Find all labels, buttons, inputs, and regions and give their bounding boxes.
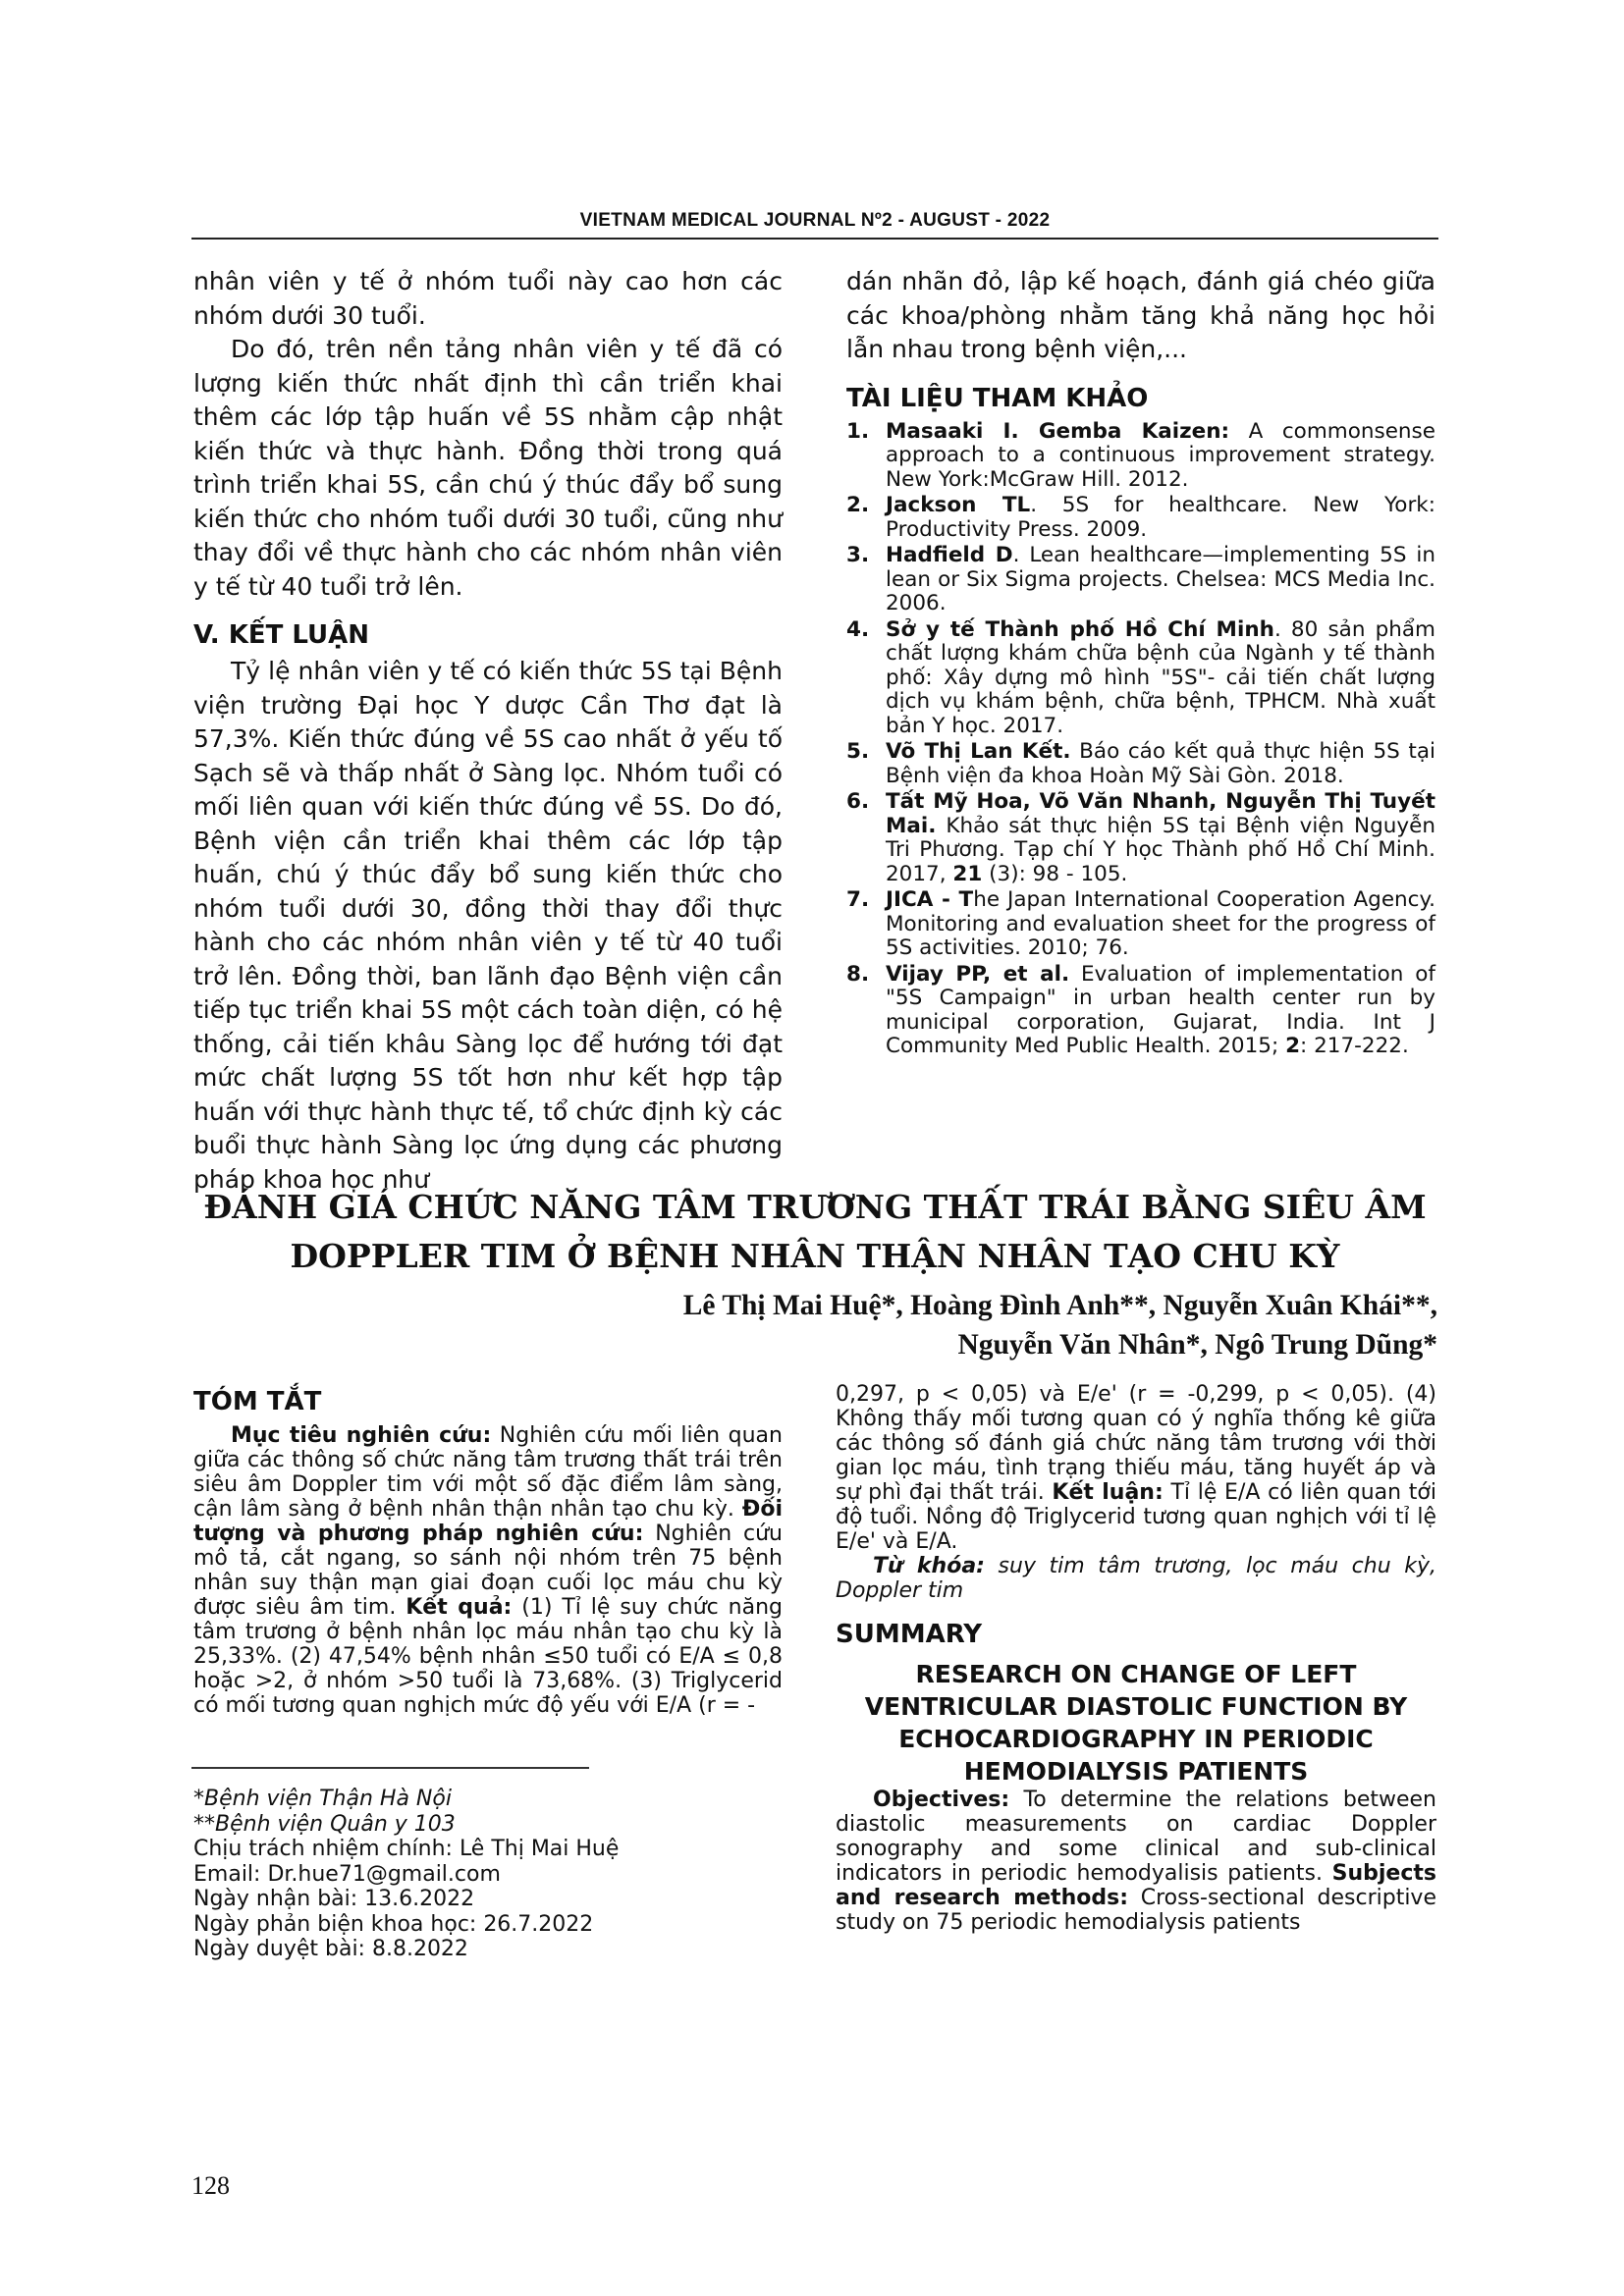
paragraph-continued-right: dán nhãn đỏ, lập kế hoạch, đánh giá chéo giữa các khoa/phòng nhằm tăng khả năng học hỏi lẫn nhau trong bệnh viện,... xyxy=(846,267,1435,363)
reference-detail: he Japan International Cooperation Agency. Monitoring and evaluation sheet for the progress of 5S activities. 2010; 76. xyxy=(886,887,1435,960)
abstract-continued xyxy=(836,1382,1436,1554)
objective-text: Nghiên cứu mối liên quan giữa các thông số chức năng tâm trương thất trái trên siêu âm Doppler tim với một số đặc điểm lâm sàng, cận lâm sàng ở bệnh nhân thận nhân tạo chu kỳ. xyxy=(193,1423,783,1522)
paragraph-conclusion: Tỷ lệ nhân viên y tế có kiến thức 5S tại Bệnh viện trường Đại học Y dược Cần Thơ đạt là 57,3%. Kiến thức đúng về 5S cao nhất ở yếu tố Sạch sẽ và thấp nhất ở Sàng lọc. Nhóm tuổi có mối liên quan với kiến thức đúng về 5S. Do đó, Bệnh viện cần triển khai thêm các lớp tập huấn, chú ý thúc đẩy bổ sung kiến thức cho nhóm tuổi dưới 30, đồng thời thay đổi thực hành cho các nhóm nhân viên y tế từ 40 tuổi trở lên. Đồng thời, ban lãnh đạo Bệnh viện cần tiếp tục triển khai 5S một cách toàn diện, có hệ thống, cải tiến khâu Sàng lọc để hướng tới đạt mức chất lượng 5S tốt hơn như kết hợp tập huấn với thực hành thực tế, tổ chức định kỳ các buổi thực hành Sàng lọc ứng dụng các phương pháp khoa học như xyxy=(193,657,783,1194)
reference-number: 1. xyxy=(846,418,870,444)
article-title xyxy=(191,1183,1438,1281)
reference-text xyxy=(886,888,1435,961)
reference-pages: (3): 98 - 105. xyxy=(982,861,1128,886)
right-top-column xyxy=(846,265,1435,1061)
section-heading-conclusion: V. KẾT LUẬN xyxy=(193,620,370,650)
reference-detail: Khảo sát thực hiện 5S tại Bệnh viện Nguyễn Tri Phương. Tạp chí Y học Thành phố Hồ Chí Minh. 2017, xyxy=(886,813,1435,886)
keywords-label: Từ khóa: xyxy=(873,1554,985,1578)
reference-text xyxy=(886,740,1435,788)
summary-method-text: Cross-sectional descriptive study on 75 periodic hemodialysis patients xyxy=(836,1886,1436,1935)
reference-author: Tất Mỹ Hoa, Võ Văn Nhanh, Nguyễn Thị Tuyết Mai. xyxy=(886,789,1435,838)
reference-number: 3. xyxy=(846,543,870,567)
reference-text xyxy=(886,544,1435,616)
paragraph-continued: nhân viên y tế ở nhóm tuổi này cao hơn các nhóm dưới 30 tuổi. xyxy=(193,267,783,330)
reference-author: Masaaki I. Gemba Kaizen: xyxy=(886,418,1230,444)
reference-item xyxy=(846,420,1435,493)
method-label: Đối tượng và phương pháp nghiên cứu: xyxy=(193,1497,783,1546)
affiliation-2: **Bệnh viện Quân y 103 xyxy=(193,1811,456,1837)
left-top-column xyxy=(193,265,783,1197)
summary-objective-label: Objectives: xyxy=(873,1788,1010,1812)
article-title-line1: ĐÁNH GIÁ CHỨC NĂNG TÂM TRƯƠNG THẤT TRÁI BẰNG SIÊU ÂM xyxy=(203,1188,1427,1226)
reference-volume: 2 xyxy=(1285,1034,1301,1058)
summary-heading: SUMMARY xyxy=(836,1620,983,1649)
reference-pages: : 217-222. xyxy=(1300,1034,1409,1058)
journal-header: VIETNAM MEDICAL JOURNAL Nº2 - AUGUST - 2022 xyxy=(579,210,1051,231)
reference-number: 6. xyxy=(846,789,870,814)
reference-volume: 21 xyxy=(952,861,983,886)
reference-text xyxy=(886,420,1435,493)
reference-number: 8. xyxy=(846,961,870,987)
accepted-date: Ngày duyệt bài: 8.8.2022 xyxy=(193,1937,468,1961)
article-authors xyxy=(357,1286,1437,1364)
header-rule xyxy=(191,238,1438,240)
reference-detail: . 5S for healthcare. New York: Productivity Press. 2009. xyxy=(886,493,1435,542)
reference-item xyxy=(846,790,1435,886)
summary-objective-text: To determine the relations between diastolic measurements on cardiac Doppler sonography and some clinical and sub-clinical indicators in periodic hemodyalisis patients. xyxy=(836,1788,1436,1886)
reference-detail: . 80 sản phẩm chất lượng khám chữa bệnh của Ngành y tế thành phố: Xây dựng mô hình "5S"- cải tiến chất lượng dịch vụ khám bệnh, chữa bệnh, TPHCM. Nhà xuất bản Y học. 2017. xyxy=(886,616,1435,738)
summary-method-label: Subjects and research methods: xyxy=(836,1861,1436,1910)
conclusion-label: Kết luận: xyxy=(1052,1480,1164,1505)
abstract-right-text: 0,297, p < 0,05) và E/e' (r = -0,299, p < 0,05). (4) Không thấy mối tương quan có ý nghĩa thống kê giữa các thông số đánh giá chức năng tâm trương với thời gian lọc máu, tình trạng thiếu máu, tăng huyết áp và sự phì đại thất trái. xyxy=(836,1382,1436,1505)
reference-author: Hadfield D xyxy=(886,543,1013,567)
reference-detail: A commonsense approach to a continuous improvement strategy. New York:McGraw Hill. 2012. xyxy=(886,418,1435,492)
reference-number: 2. xyxy=(846,493,870,517)
reference-author: JICA - T xyxy=(886,887,974,912)
conclusion-text: Tỉ lệ E/A có liên quan tới độ tuổi. Nồng độ Triglycerid tương quan nghịch với tỉ lệ E/e' và E/A. xyxy=(836,1480,1436,1554)
abstract-right-column xyxy=(836,1382,1436,1935)
keywords-text: suy tim tâm trương, lọc máu chu kỳ, Doppler tim xyxy=(836,1554,1436,1603)
reference-item xyxy=(846,963,1435,1059)
reference-author: Võ Thị Lan Kết. xyxy=(886,739,1071,764)
corresponding-author: Chịu trách nhiệm chính: Lê Thị Mai Huệ xyxy=(193,1837,620,1861)
reference-text xyxy=(886,963,1435,1059)
abstract-text xyxy=(193,1423,783,1718)
reference-number: 7. xyxy=(846,887,870,912)
review-date: Ngày phản biện khoa học: 26.7.2022 xyxy=(193,1911,594,1937)
reference-item xyxy=(846,888,1435,961)
article-title-line2: DOPPLER TIM Ở BỆNH NHÂN THẬN NHÂN TẠO CHU KỲ xyxy=(290,1237,1340,1275)
affiliation-1: *Bệnh viện Thận Hà Nội xyxy=(193,1787,452,1811)
references-list xyxy=(846,420,1435,1059)
reference-number: 5. xyxy=(846,739,870,764)
reference-detail: Evaluation of implementation of "5S Campaign" in urban health center run by municipal corporation, Gujarat, India. Int J Community Med Public Health. 2015; xyxy=(886,961,1435,1058)
reference-text xyxy=(886,790,1435,886)
reference-item xyxy=(846,544,1435,616)
reference-item xyxy=(846,740,1435,788)
paragraph-discussion: Do đó, trên nền tảng nhân viên y tế đã có lượng kiến thức nhất định thì cần triển khai thêm các lớp tập huấn về 5S nhằm cập nhật kiến thức và thực hành. Đồng thời trong quá trình triển khai 5S, cần chú ý thúc đẩy bổ sung kiến thức cho nhóm tuổi dưới 30 tuổi, cũng như thay đổi về thực hành cho các nhóm nhân viên y tế từ 40 tuổi trở lên. xyxy=(193,335,783,601)
reference-detail: . Lean healthcare—implementing 5S in lean or Six Sigma projects. Chelsea: MCS Media Inc. 2006. xyxy=(886,543,1435,615)
authors-line2: Nguyễn Văn Nhân*, Ngô Trung Dũng* xyxy=(957,1329,1437,1361)
reference-text xyxy=(886,494,1435,542)
footnote-rule xyxy=(191,1767,589,1769)
keywords xyxy=(836,1554,1436,1603)
result-label: Kết quả: xyxy=(406,1595,513,1620)
reference-item xyxy=(846,618,1435,739)
reference-detail: Báo cáo kết quả thực hiện 5S tại Bệnh viện đa khoa Hoàn Mỹ Sài Gòn. 2018. xyxy=(886,739,1436,788)
objective-label: Mục tiêu nghiên cứu: xyxy=(231,1423,492,1448)
email: Email: Dr.hue71@gmail.com xyxy=(193,1861,501,1887)
page-number: 128 xyxy=(191,2171,230,2200)
summary-text xyxy=(836,1788,1436,1935)
result-text: (1) Tỉ lệ suy chức năng tâm trương ở bệnh nhân lọc máu nhân tạo chu kỳ là 25,33%. (2) 47,54% bệnh nhân ≤50 tuổi có E/A ≤ 0,8 hoặc >2, ở nhóm >50 tuổi là 73,68%. (3) Triglycerid có mối tương quan nghịch mức độ yếu với E/A (r = - xyxy=(193,1595,784,1718)
authors-line1: Lê Thị Mai Huệ*, Hoàng Đình Anh**, Nguyễn Xuân Khái**, xyxy=(682,1290,1437,1321)
summary-title: RESEARCH ON CHANGE OF LEFT VENTRICULAR DIASTOLIC FUNCTION BY ECHOCARDIOGRAPHY IN PERIODIC HEMODIALYSIS PATIENTS xyxy=(864,1660,1408,1786)
abstract-left-column xyxy=(193,1382,783,1718)
reference-item xyxy=(846,494,1435,542)
reference-text xyxy=(886,618,1435,739)
reference-number: 4. xyxy=(846,616,870,642)
method-text: Nghiên cứu mô tả, cắt ngang, so sánh nội nhóm trên 75 bệnh nhân suy thận mạn giai đoạn cuối lọc máu chu kỳ được siêu âm tim. xyxy=(193,1522,783,1620)
footnote xyxy=(193,1787,783,1962)
references-heading: TÀI LIỆU THAM KHẢO xyxy=(846,383,1149,413)
received-date: Ngày nhận bài: 13.6.2022 xyxy=(193,1887,475,1911)
reference-author: Vijay PP, et al. xyxy=(886,961,1070,987)
reference-author: Sở y tế Thành phố Hồ Chí Minh xyxy=(886,616,1274,642)
reference-author: Jackson TL xyxy=(886,493,1031,517)
abstract-heading: TÓM TẮT xyxy=(193,1387,322,1416)
